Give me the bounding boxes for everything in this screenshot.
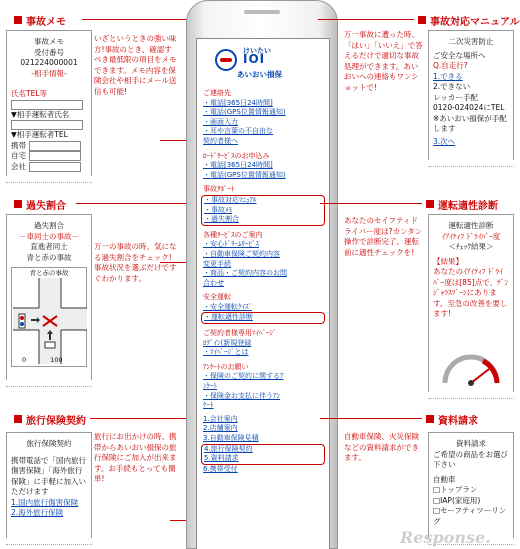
feature-note: あなたのセイフティドライバー度は?カンタン操作で診断完了。運転前に適性チェックを! (344, 216, 423, 257)
torn-edge (6, 380, 92, 387)
menu-section-title: ｱﾝｹｰﾄのお願い (203, 362, 249, 371)
card-line: 021224000001 (20, 58, 78, 67)
card-line: 直進者同士 (30, 242, 68, 251)
menu-item[interactable]: ・電話[365日24時間] (203, 98, 273, 107)
jiko-memo-card (6, 30, 92, 179)
menu-item[interactable]: 契約者様へ (203, 136, 238, 145)
logo-sub: あいおい損保 (237, 70, 282, 79)
menu-item-tekisei[interactable]: ・運転適性診断 (204, 313, 253, 322)
phone-mockup (186, 0, 338, 549)
torn-edge (6, 538, 92, 545)
menu-item[interactable]: ・自動車保険ご契約内容 (203, 249, 280, 258)
bullet-icon (426, 415, 434, 423)
torn-edge (428, 392, 514, 399)
card-line: 受付番号 (34, 47, 64, 57)
feature-note: いざというときの強い味方!事故のとき、確認すべき最低限の項目をメモできます。メモ内容を保険会社や相手にメール送信も可能! (94, 34, 177, 96)
speaker-icon (244, 10, 280, 14)
menu-item[interactable]: ﾛｸﾞｲﾝ(新規登録 (203, 338, 252, 347)
menu-item[interactable]: 6.携帯受付 (203, 464, 238, 473)
header-jiko-memo (14, 12, 66, 28)
accident-diagram (11, 267, 87, 367)
header-shiryo (426, 411, 478, 427)
name-input[interactable] (11, 100, 83, 110)
phone-screen (196, 38, 330, 549)
bullet-icon (14, 16, 22, 24)
menu-section-title: ご契約者様専用ﾏｲﾍﾟｰｼﾞ (203, 329, 277, 338)
card-line: ｲｱｲﾃｨﾌ ﾄﾞﾗｲﾊﾞｰ度 (441, 231, 501, 241)
connector-line (90, 418, 194, 419)
watermark-logo: Response. (400, 528, 491, 547)
gauge-icon (439, 347, 503, 387)
score-label: 0 (22, 355, 27, 364)
torn-edge (428, 160, 514, 167)
menu-item[interactable]: ・安全運転ｸｲｽﾞ (203, 302, 252, 311)
field-label: 携帯 (11, 140, 26, 150)
option-cannot[interactable]: 2.できない (433, 82, 471, 91)
section-title: 過失割合 (26, 200, 66, 212)
menu-item[interactable]: ・耳や言葉の不自由な (203, 127, 273, 136)
highlight-box (201, 195, 325, 226)
overseas-travel-link[interactable]: 2.海外旅行保険 (11, 508, 64, 517)
connector-line (318, 19, 414, 20)
menu-item[interactable]: ・商品・ご契約内容のお問 (203, 269, 287, 278)
field-label: 氏名TEL等 (11, 89, 47, 98)
app-logo (197, 43, 329, 83)
name-input[interactable] (11, 120, 83, 130)
menu-item-shiryo[interactable]: 5.資料請求 (204, 454, 239, 463)
shiryo-card (428, 432, 514, 541)
option-can-link[interactable]: 1.できる (433, 71, 463, 81)
card-line: 二次災害防止 (448, 37, 494, 46)
card-line: 自動車 (433, 474, 456, 484)
card-line: 事故メモ (34, 37, 64, 46)
feature-note: 万一事故に遭った時、「はい」「いいえ」で答えるだけで適切な事故処理ができます。あいおいへの連絡もワンショットで! (344, 30, 423, 92)
header-kashitsu (14, 196, 66, 212)
kashitsu-card (6, 214, 92, 383)
connector-line (320, 418, 422, 419)
highlight-box (201, 444, 325, 465)
section-title: 資料請求 (438, 415, 478, 427)
menu-section-title: 安全運転 (203, 293, 231, 302)
card-line: 運転適性診断 (448, 221, 494, 230)
card-line: ※あいおい損保が手配します (433, 113, 507, 133)
menu-section-title: 各種ｻｰﾋﾞｽのご案内 (203, 230, 263, 239)
card-line: -相手情報- (31, 68, 67, 78)
card-line: －車同士の事故－ (19, 231, 79, 241)
card-line: 0120-024024にTEL (433, 103, 505, 112)
menu-item[interactable]: ・電話(GPS位置情報通知) (203, 170, 286, 179)
feature-note: 旅行にお出かけの時、携帯からあいおい損保の旅行保険にご加入が出来ます。お手続もとっても簡単! (94, 432, 177, 483)
field-label: ▼相手運転者氏名 (11, 109, 70, 119)
connector-line (320, 203, 422, 204)
card-line: レッカー手配 (433, 92, 478, 102)
card-line: ご安全な場所へ (433, 50, 486, 60)
menu-item[interactable]: ・電話(GPS位置情報通知) (203, 108, 286, 117)
menu-item[interactable]: ・画面入力 (203, 117, 238, 126)
highlight-box (201, 312, 325, 324)
menu-section-title: 事故ｻﾎﾟｰﾄ (203, 185, 235, 194)
header-tekisei (426, 196, 498, 212)
menu-item[interactable]: ・電話[365日24時間] (203, 161, 273, 170)
bullet-icon (426, 200, 434, 208)
field-label: ▼相手運転者TEL (11, 130, 68, 139)
logo-big: IOI (243, 52, 266, 66)
mobile-input[interactable] (29, 141, 81, 151)
checkbox-touring[interactable]: □セーフティツーリング (433, 506, 507, 526)
menu-item[interactable]: 2.店舗案内 (203, 424, 238, 433)
card-line: 旅行保険契約 (26, 439, 72, 448)
section-title: 運転適性診断 (438, 200, 498, 212)
connector-line (82, 19, 202, 20)
checkbox-iap[interactable]: □IAP(家庭用) (433, 495, 481, 505)
next-link[interactable]: 3.次へ (433, 136, 456, 146)
bullet-icon (418, 16, 426, 24)
manual-card (428, 30, 514, 163)
menu-item[interactable]: ﾝｹｰﾄ (203, 382, 217, 391)
connector-line (76, 203, 196, 204)
menu-item[interactable]: 変更手続 (203, 259, 231, 268)
menu-item[interactable]: ・ﾏｲﾍﾟｰｼﾞとは (203, 348, 249, 357)
home-input[interactable] (29, 151, 81, 161)
tekisei-card (428, 214, 514, 395)
menu-item[interactable]: ・保険のご契約に関するｱ (203, 372, 284, 381)
logo-small: けいたい (243, 47, 271, 55)
section-title: 事故メモ (26, 16, 66, 28)
menu-item-ryoko[interactable]: 4.旅行保険契約 (204, 444, 253, 453)
header-manual (418, 12, 520, 28)
ryoko-card (6, 432, 92, 541)
domestic-travel-link[interactable]: 1.国内旅行傷害保険 (11, 497, 79, 507)
card-line: あなたのｲｱｲﾃｨﾌ ﾄﾞﾗｲﾊﾞｰ度は[85]点で、ﾃﾞﾝｼﾞｬﾗｽｿﾞｰﾝにあります。至急の改善を要します! (433, 267, 509, 318)
field-label: 自宅 (11, 151, 26, 160)
section-title: 事故対応マニュアル (430, 16, 520, 28)
checkbox-topran[interactable]: □トップラン (433, 485, 478, 494)
menu-item[interactable]: ・保険金お支払に伴うｱﾝ (203, 391, 280, 400)
section-title: 旅行保険契約 (26, 415, 86, 427)
header-ryoko (14, 411, 86, 427)
card-line: Q.自走行? (433, 61, 468, 70)
menu-item-memo[interactable]: ・事故ﾒﾓ (204, 205, 232, 214)
field-label: 会社 (11, 161, 26, 171)
menu-item[interactable]: 1.会社案内 (203, 414, 238, 423)
card-line: 【結果】 (433, 256, 463, 266)
card-line: ご希望の商品をお選び下さい (433, 449, 508, 469)
menu-item[interactable]: ｹｰﾄ (203, 401, 214, 410)
torn-edge (6, 176, 92, 183)
menu-section-title: ご連絡先 (203, 89, 231, 97)
card-line: 過失割合 (34, 221, 64, 230)
menu-item-manual[interactable]: ・事故対応ﾏﾆｭｱﾙ (204, 195, 257, 204)
diagram-caption: 青と赤の事故 (29, 269, 69, 277)
bullet-icon (14, 200, 22, 208)
menu-item-kashitsu[interactable]: ・過失割合 (204, 215, 239, 224)
menu-section-title: ﾛｰﾄﾞｻｰﾋﾞｽのお申込み (203, 151, 270, 160)
card-line: 携帯電話で「国内旅行傷害保険」「海外旅行保険」に手軽に加入いただけます (11, 455, 86, 496)
office-input[interactable] (29, 162, 81, 172)
card-line: 資料請求 (456, 439, 486, 448)
menu-item[interactable]: 3.自動車保険見積 (203, 434, 259, 442)
menu-item[interactable]: ・安心ﾄﾞﾘｰﾑｻｰﾋﾞｽ (203, 240, 259, 249)
card-line: ＜ﾁｪｯｸ結果＞ (448, 242, 494, 251)
feature-note: 万一の事故の時、気になる過失割合をチェック!事故状況を選ぶだけですぐわかります。 (94, 242, 177, 283)
feature-note: 自動車保険、火災保険などの資料請求ができます。 (344, 432, 419, 462)
menu-item[interactable]: 合わせ (203, 278, 224, 287)
intersection-icon (13, 278, 87, 364)
logo-mark-icon (215, 49, 237, 71)
score-label: 100 (50, 355, 63, 364)
bullet-icon (14, 415, 22, 423)
card-line: 青と赤の事故 (26, 252, 72, 262)
